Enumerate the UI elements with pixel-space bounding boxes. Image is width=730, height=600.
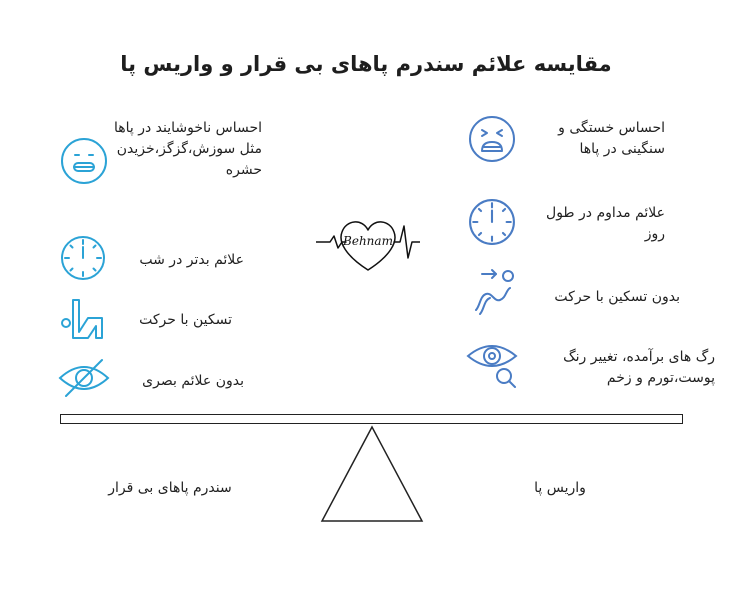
moving-person-icon bbox=[470, 268, 518, 316]
logo-text: Behnam bbox=[343, 234, 393, 248]
varicose-label: واریس پا bbox=[534, 480, 586, 496]
varicose-item-text: احساس خستگی و سنگینی در پاها bbox=[558, 120, 665, 157]
stretching-person-icon bbox=[60, 296, 108, 344]
eye-search-icon bbox=[466, 338, 520, 392]
scale-fulcrum bbox=[320, 425, 424, 529]
tired-face-icon bbox=[468, 115, 516, 163]
eye-off-icon bbox=[58, 356, 110, 400]
varicose-item-text: علائم مداوم در طول روز bbox=[546, 205, 665, 242]
rls-label: سندرم پاهای بی قرار bbox=[108, 480, 232, 496]
varicose-item-text: بدون تسکین با حرکت bbox=[554, 289, 680, 305]
rls-item-text: بدون علائم بصری bbox=[142, 373, 244, 389]
uncomfortable-face-icon bbox=[60, 137, 108, 185]
heart-ecg-logo bbox=[316, 212, 420, 274]
clock-icon bbox=[468, 198, 516, 246]
rls-item-text: احساس ناخوشایند در پاها مثل سوزش،گزگز،خزیدن حشره bbox=[113, 120, 262, 178]
scale-beam bbox=[60, 414, 683, 424]
page-title: مقایسه علائم سندرم پاهای بی قرار و واریس پا bbox=[120, 52, 612, 76]
rls-item-text: تسکین با حرکت bbox=[139, 312, 232, 328]
varicose-item-text: رگ های برآمده، تغییر رنگ پوست،تورم و زخم bbox=[563, 349, 715, 386]
clock-icon bbox=[60, 235, 106, 281]
rls-item-text: علائم بدتر در شب bbox=[139, 252, 244, 268]
